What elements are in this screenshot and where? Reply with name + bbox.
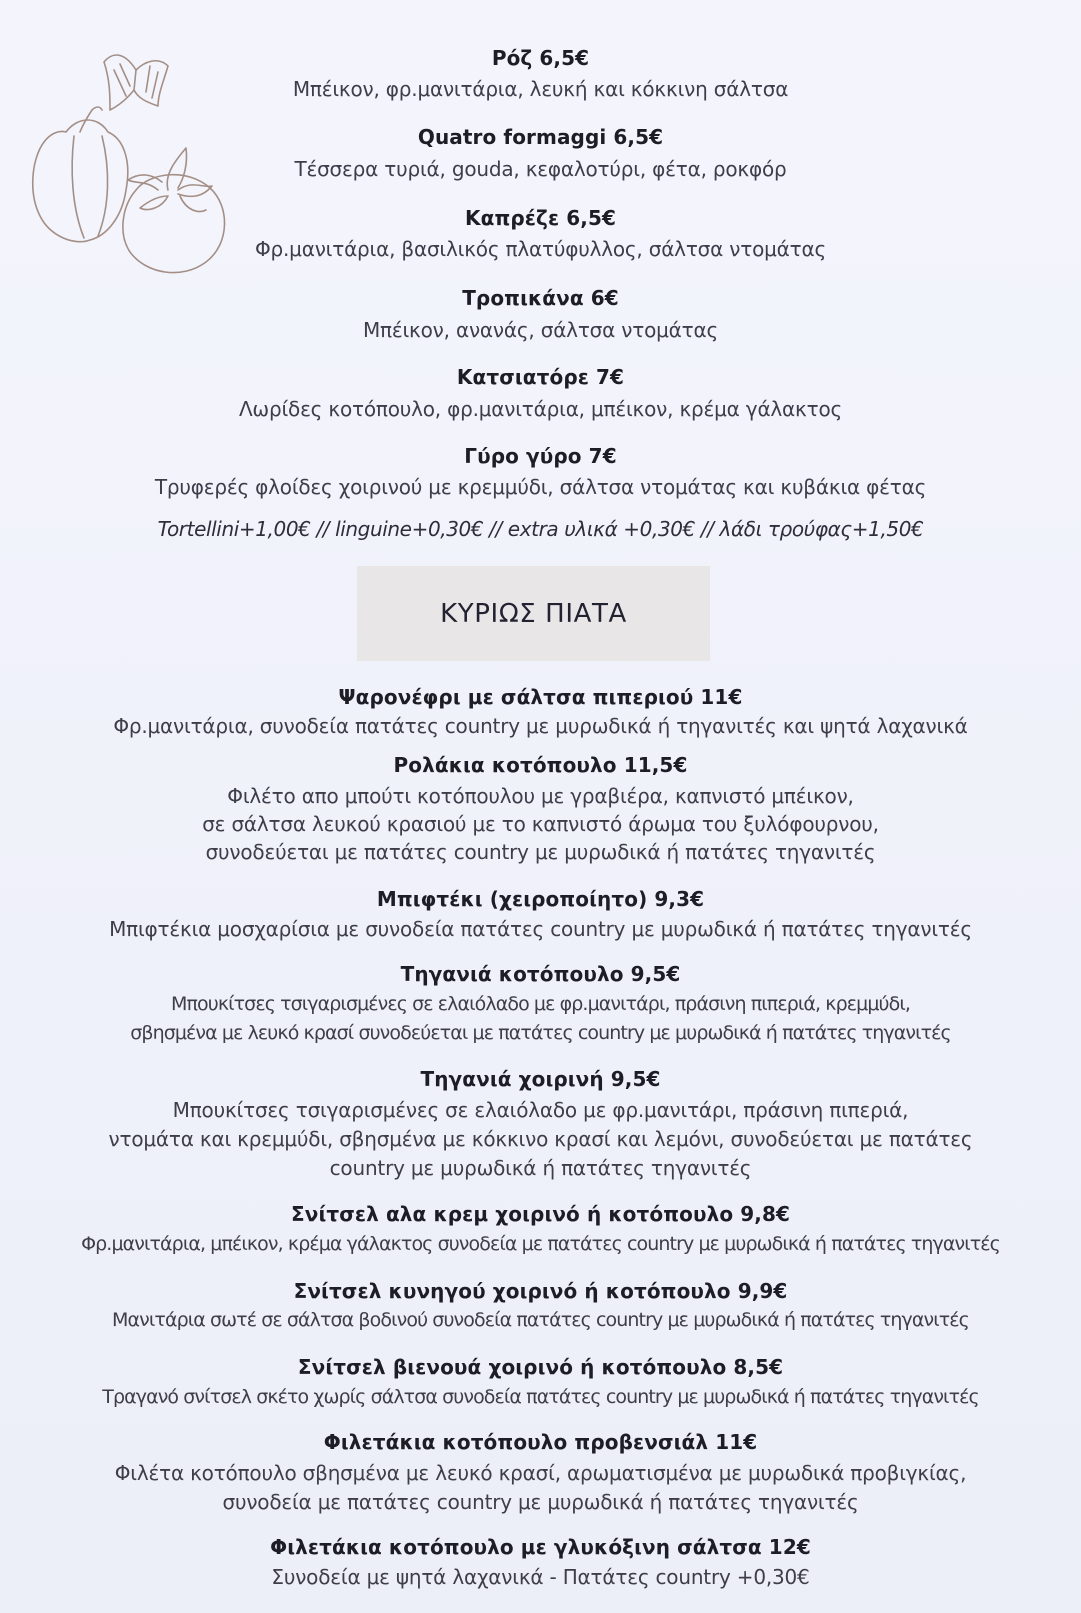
main-title-tigania-xoirini: Τηγανιά χοιρινή 9,5€ (420, 1067, 661, 1091)
pasta-desc-quatro-formaggi: Τέσσερα τυριά, gouda, κεφαλοτύρι, φέτα, ροκφόρ (294, 157, 787, 181)
main-desc-tigania-xoirini-2: ντομάτα και κρεμμύδι, σβησμένα με κόκκινο κρασί και λεμόνι, συνοδεύεται με πατάτες (108, 1127, 973, 1151)
main-title-fileta-sweet-sour: Φιλετάκια κοτόπουλο με γλυκόξινη σάλτσα 12€ (270, 1535, 811, 1559)
main-desc-rolakia-3: συνοδεύεται με πατάτες country με μυρωδικά ή πατάτες τηγανιτές (205, 840, 876, 864)
pasta-title-roz: Ρόζ 6,5€ (491, 46, 590, 70)
pasta-desc-gyro: Τρυφερές φλοίδες χοιρινού με κρεμμύδι, σάλτσα ντομάτας και κυβάκια φέτας (154, 475, 927, 499)
main-title-schnitzel-creme: Σνίτσελ αλα κρεμ χοιρινό ή κοτόπουλο 9,8€ (290, 1202, 790, 1226)
main-title-rolakia: Ρολάκια κοτόπουλο 11,5€ (393, 753, 688, 777)
pasta-title-caprese: Καπρέζε 6,5€ (465, 206, 616, 230)
main-desc-biftaki: Μπιφτέκια μοσχαρίσια με συνοδεία πατάτες country με μυρωδικά ή πατάτες τηγανιτές (109, 917, 972, 941)
pasta-desc-roz: Μπέικον, φρ.μανιτάρια, λευκή και κόκκινη σάλτσα (292, 77, 789, 101)
main-desc-fileta-sweet-sour: Συνοδεία με ψητά λαχανικά - Πατάτες country +0,30€ (271, 1565, 810, 1589)
pasta-desc-cacciatore: Λωρίδες κοτόπουλο, φρ.μανιτάρια, μπέικον, κρέμα γάλακτος (238, 397, 843, 421)
main-desc-tigania-xoirini-3: country με μυρωδικά ή πατάτες τηγανιτές (329, 1156, 752, 1180)
main-desc-tigania-kotopoulo-1: Μπουκίτσες τσιγαρισμένες σε ελαιόλαδο με φρ.μανιτάρι, πράσινη πιπεριά, κρεμμύδι, (170, 993, 911, 1015)
main-title-fileta-provencal: Φιλετάκια κοτόπουλο προβενσιάλ 11€ (323, 1430, 758, 1454)
main-desc-rolakia-1: Φιλέτο απο μπούτι κοτόπουλου με γραβιέρα, καπνιστό μπέικον, (227, 784, 854, 808)
pasta-desc-caprese: Φρ.μανιτάρια, βασιλικός πλατύφυλλος, σάλτσα ντομάτας (254, 237, 827, 261)
main-desc-tigania-xoirini-1: Μπουκίτσες τσιγαρισμένες σε ελαιόλαδο με φρ.μανιτάρι, πράσινη πιπεριά, (172, 1098, 909, 1122)
pasta-title-quatro-formaggi: Quatro formaggi 6,5€ (417, 125, 664, 149)
pasta-title-cacciatore: Κατσιατόρε 7€ (456, 365, 625, 389)
main-desc-tigania-kotopoulo-2: σβησμένα με λευκό κρασί συνοδεύεται με πατάτες country με μυρωδικά ή πατάτες τηγανιτές (130, 1022, 951, 1044)
main-desc-schnitzel-hunter: Μανιτάρια σωτέ σε σάλτσα βοδινού συνοδεία πατάτες country με μυρωδικά ή πατάτες τηγανιτές (112, 1309, 969, 1331)
main-desc-fileta-provencal-1: Φιλέτα κοτόπουλο σβησμένα με λευκό κρασί, αρωματισμένα με μυρωδικά προβιγκίας, (114, 1461, 967, 1485)
pasta-title-gyro: Γύρο γύρο 7€ (464, 444, 617, 468)
section-header-main-courses (357, 566, 710, 661)
main-desc-schnitzel-creme: Φρ.μανιτάρια, μπέικον, κρέμα γάλακτος συνοδεία με πατάτες country με μυρωδικά ή πατάτες τηγανιτές (81, 1233, 1000, 1255)
main-title-tigania-kotopoulo: Τηγανιά κοτόπουλο 9,5€ (400, 962, 681, 986)
section-title: ΚΥΡΙΩΣ ΠΙΑΤΑ (440, 598, 627, 629)
pasta-desc-tropicana: Μπέικον, ανανάς, σάλτσα ντομάτας (362, 318, 718, 342)
main-desc-rolakia-2: σε σάλτσα λευκού κρασιού με το καπνιστό άρωμα του ξυλόφουρνου, (202, 812, 879, 836)
main-title-schnitzel-hunter: Σνίτσελ κυνηγού χοιρινό ή κοτόπουλο 9,9€ (293, 1279, 788, 1303)
main-title-biftaki: Μπιφτέκι (χειροποίητο) 9,3€ (376, 887, 705, 911)
main-title-psaronefri: Ψαρονέφρι με σάλτσα πιπεριού 11€ (338, 685, 743, 709)
pasta-title-tropicana: Τροπικάνα 6€ (462, 286, 619, 310)
main-title-schnitzel-viennoise: Σνίτσελ βιενουά χοιρινό ή κοτόπουλο 8,5€ (297, 1355, 784, 1379)
main-desc-schnitzel-viennoise: Τραγανό σνίτσελ σκέτο χωρίς σάλτσα συνοδεία πατάτες country με μυρωδικά ή πατάτες τηγανιτές (102, 1386, 979, 1408)
main-desc-psaronefri: Φρ.μανιτάρια, συνοδεία πατάτες country με μυρωδικά ή τηγανιτές και ψητά λαχανικά (113, 714, 968, 738)
pasta-extras-note: Tortellini+1,00€ // linguine+0,30€ // extra υλικά +0,30€ // λάδι τρούφας+1,50€ (157, 517, 924, 541)
main-desc-fileta-provencal-2: συνοδεία με πατάτες country με μυρωδικά ή πατάτες τηγανιτές (222, 1490, 859, 1514)
